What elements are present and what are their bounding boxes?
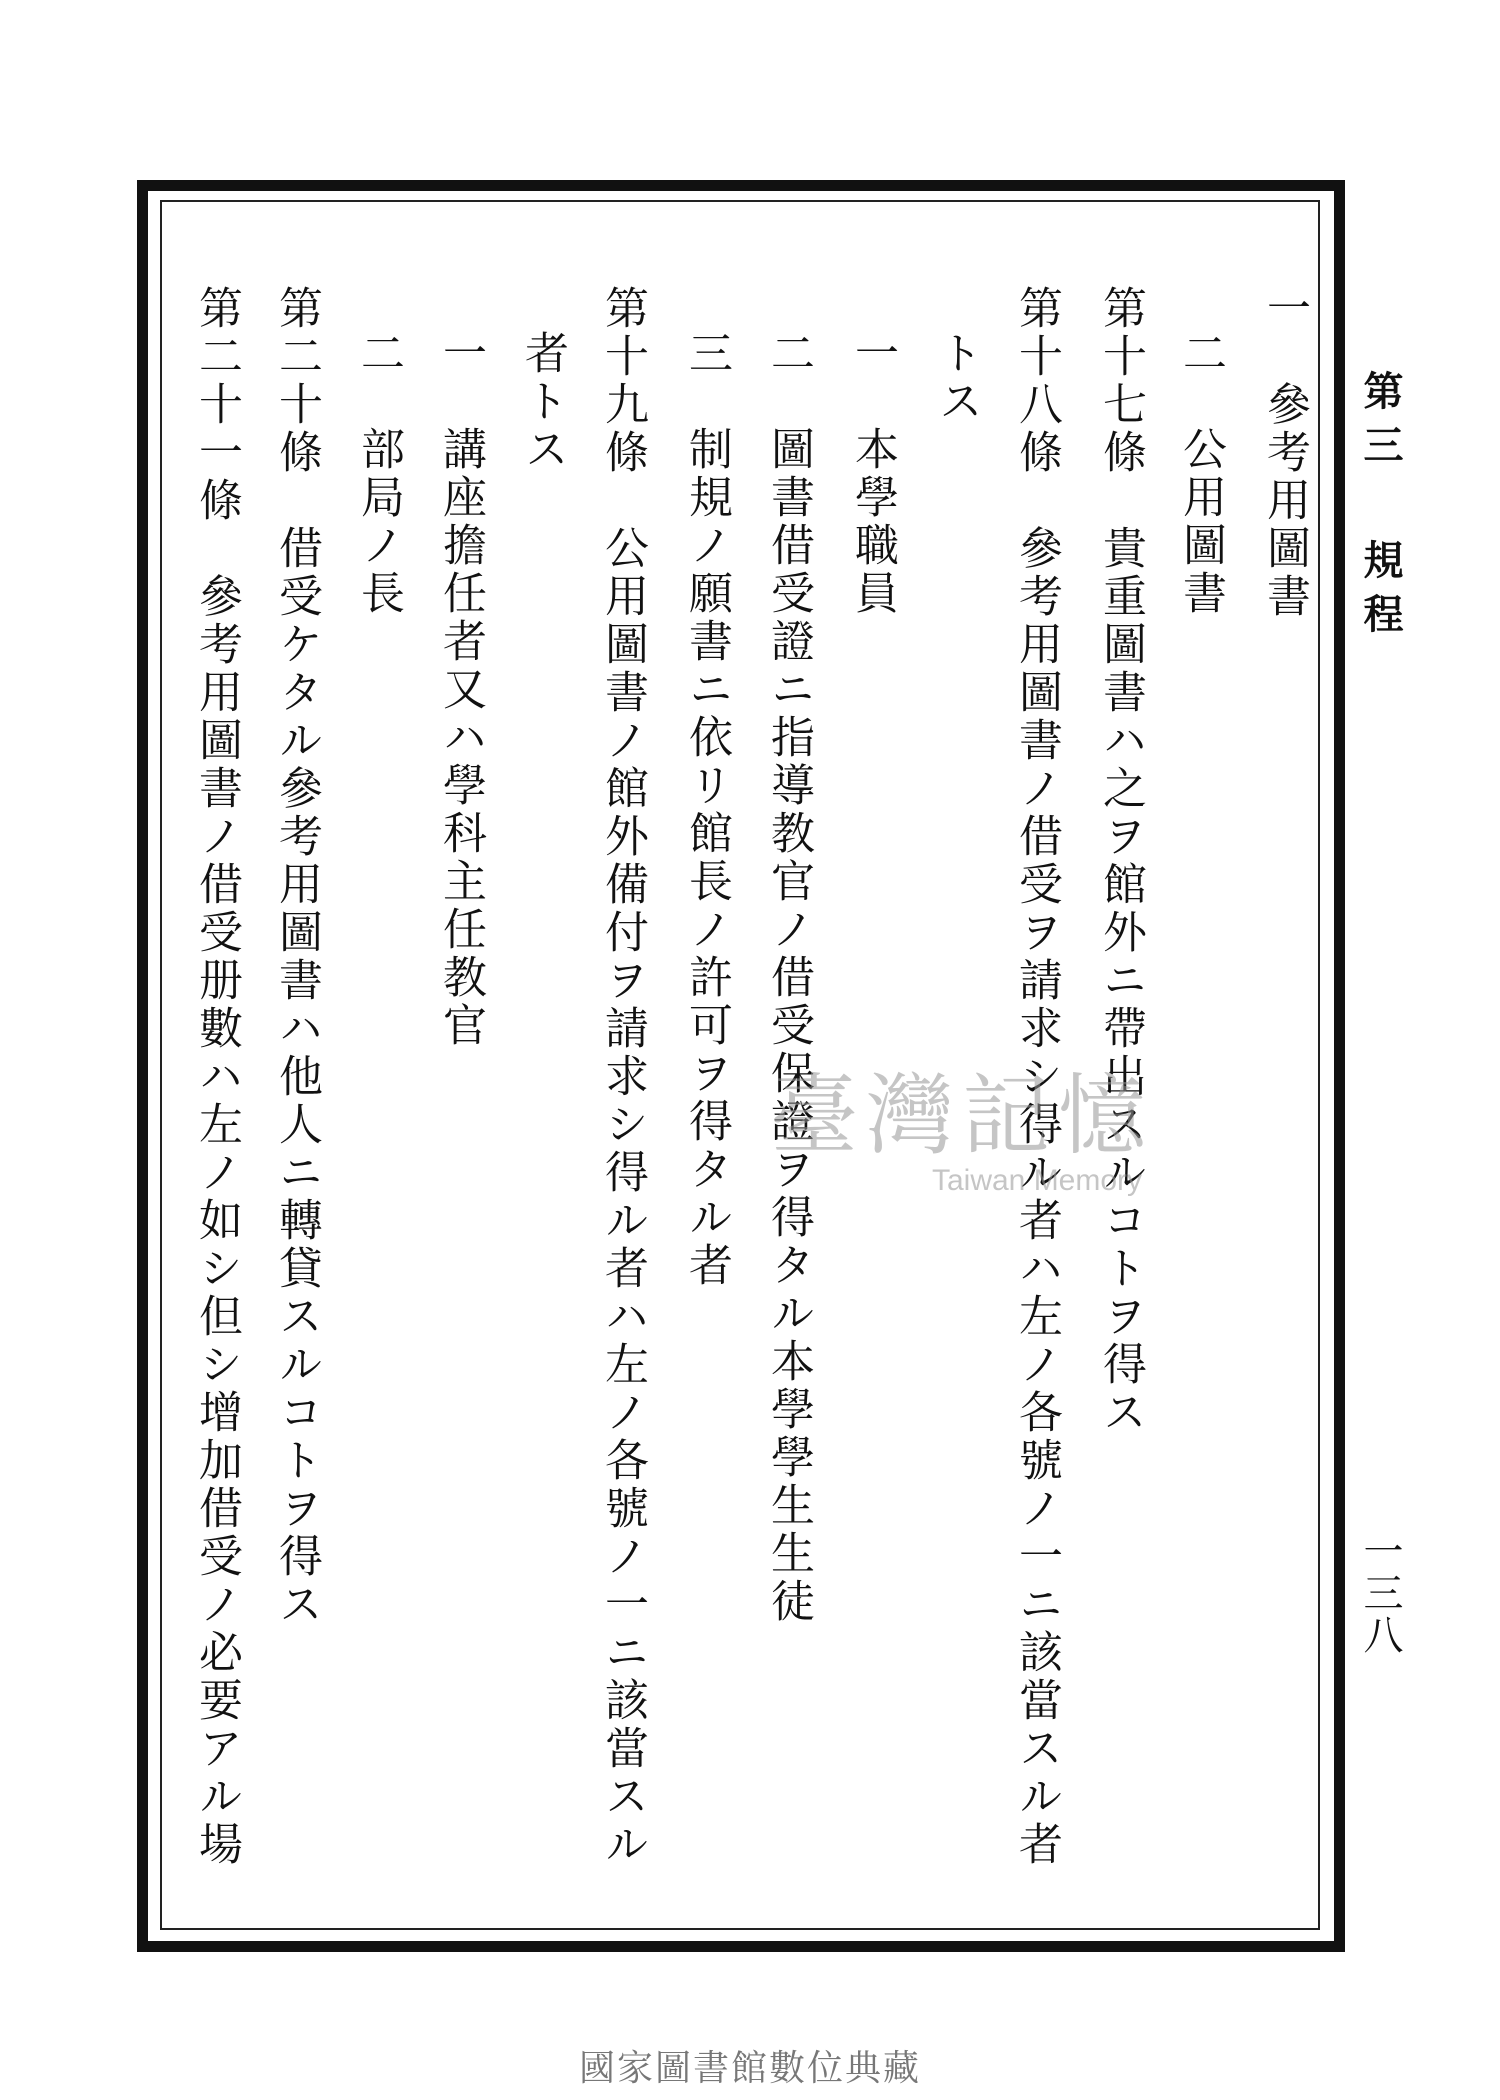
text-line-14: 第二十一條 參考用圖書ノ借受册數ハ左ノ如シ但シ增加借受ノ必要アル場 xyxy=(191,285,242,1869)
text-line-5: トス xyxy=(931,330,982,426)
text-line-1: 一 參考用圖書 xyxy=(1259,285,1310,621)
text-line-7: 二 圖書借受證ニ指導教官ノ借受保證ヲ得タル本學學生生徒 xyxy=(763,330,814,1626)
text-line-6: 一 本學職員 xyxy=(847,330,898,618)
watermark-subtitle: Taiwan Memory xyxy=(931,1164,1143,1197)
text-line-12: 二 部局ノ長 xyxy=(353,330,404,618)
footer-caption: 國家圖書館數位典藏 xyxy=(578,2048,921,2089)
text-line-11: 一 講座擔任者又ハ學科主任教官 xyxy=(435,330,486,1050)
text-line-13: 第二十條 借受ケタル參考用圖書ハ他人ニ轉貸スルコトヲ得ス xyxy=(271,285,322,1629)
text-line-10: 者トス xyxy=(517,330,568,474)
text-line-2: 二 公用圖書 xyxy=(1175,330,1226,618)
text-line-9: 第十九條 公用圖書ノ館外備付ヲ請求シ得ル者ハ左ノ各號ノ一ニ該當スル xyxy=(597,285,648,1869)
text-line-8: 三 制規ノ願書ニ依リ館長ノ許可ヲ得タル者 xyxy=(681,330,732,1290)
text-line-4: 第十八條 參考用圖書ノ借受ヲ請求シ得ル者ハ左ノ各號ノ一ニ該當スル者 xyxy=(1011,285,1062,1869)
watermark-title: 臺灣記憶 xyxy=(770,1064,1155,1167)
text-line-3: 第十七條 貴重圖書ハ之ヲ館外ニ帶出スルコトヲ得ス xyxy=(1095,285,1146,1437)
watermark xyxy=(770,1064,1155,1198)
page-number: 一三八 xyxy=(1357,1530,1403,1656)
running-header: 第三 規程 xyxy=(1357,370,1404,647)
